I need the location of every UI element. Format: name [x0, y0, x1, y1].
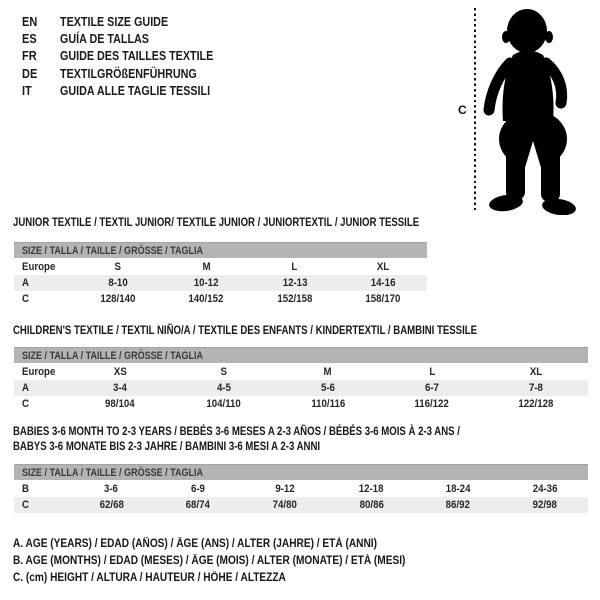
- table-row-age: [14, 380, 588, 396]
- babies-size-table: [14, 464, 588, 513]
- table-row-height: [14, 396, 588, 412]
- height-cell: 116/122: [414, 398, 450, 410]
- height-cell: 140/152: [188, 293, 224, 305]
- height-cell: 74/80: [272, 499, 297, 511]
- height-cell: 68/74: [185, 499, 211, 511]
- table-row-age-months: [14, 480, 588, 497]
- children-section-title-text: CHILDREN'S TEXTILE / TEXTIL NIÑO/A / TEXTILE DES ENFANTS / KINDERTEXTIL / BAMBINI TESSILE: [13, 323, 478, 337]
- age-cell: 18-24: [445, 482, 471, 495]
- size-cell: M: [202, 260, 211, 273]
- language-code: IT: [22, 84, 32, 99]
- age-cell: 7-8: [529, 382, 543, 394]
- size-cell: L: [291, 260, 298, 273]
- height-measure-dotted-line: [474, 8, 476, 212]
- language-label: TEXTILGRÖßENFÜHRUNG: [60, 66, 197, 81]
- size-header-text: SIZE / TALLA / TAILLE / GRÖSSE / TAGLIA: [22, 244, 204, 257]
- language-label: GUIDE DES TAILLES TEXTILE: [60, 49, 214, 64]
- height-cell: 92/98: [532, 499, 557, 511]
- language-label: GUÍA DE TALLAS: [60, 32, 149, 47]
- size-header-bar: [14, 242, 427, 258]
- footnote-a: A. AGE (YEARS) / EDAD (AÑOS) / ÂGE (ANS) / ALTER (JAHRE) / ETÀ (ANNI): [13, 538, 377, 550]
- age-cell: 8-10: [108, 277, 128, 289]
- language-label: TEXTILE SIZE GUIDE: [60, 14, 169, 29]
- size-cell: L: [429, 365, 435, 378]
- language-list: [22, 13, 238, 100]
- row-label: C: [22, 398, 29, 410]
- age-cell: 12-18: [358, 482, 384, 495]
- children-section-title: [13, 323, 477, 338]
- babies-section-title-line2: BABYS 3-6 MONATE BIS 2-3 JAHRE / BAMBINI 3-6 MESI A 2-3 ANNI: [13, 439, 321, 453]
- language-code: EN: [22, 14, 38, 29]
- age-cell: 12-13: [282, 277, 307, 289]
- babies-section-title-line1: BABIES 3-6 MONTH TO 2-3 YEARS / BEBÉS 3-6 MESES A 2-3 AÑOS / BÉBÉS 3-6 MOIS À 2-3 ANS /: [13, 424, 460, 438]
- height-cell: 86/92: [445, 499, 471, 511]
- row-label: A: [22, 277, 29, 289]
- size-header-text: SIZE / TALLA / TAILLE / GRÖSSE / TAGLIA: [22, 349, 204, 362]
- height-cell: 110/116: [311, 398, 345, 410]
- height-cell: 122/128: [518, 398, 554, 410]
- height-cell: 128/140: [100, 293, 136, 305]
- babies-section-title: [13, 424, 460, 454]
- age-cell: 9-12: [274, 482, 295, 495]
- row-label: A: [22, 382, 29, 394]
- height-cell: 98/104: [105, 398, 135, 410]
- age-cell: 6-9: [190, 482, 205, 495]
- age-cell: 3-6: [104, 482, 119, 495]
- row-label: Europe: [22, 260, 56, 273]
- size-cell: M: [323, 365, 333, 378]
- size-cell: XL: [376, 260, 390, 273]
- age-cell: 24-36: [532, 482, 558, 495]
- language-row-fr: [22, 48, 238, 65]
- size-cell: S: [114, 260, 122, 273]
- size-header-bar: [14, 464, 588, 480]
- junior-section-title-text: JUNIOR TEXTILE / TEXTIL JUNIOR/ TEXTILE JUNIOR / JUNIORTEXTIL / JUNIOR TESSILE: [13, 215, 420, 229]
- height-cell: 62/68: [99, 499, 124, 511]
- height-cell: 152/158: [277, 293, 313, 305]
- row-label: C: [22, 293, 29, 305]
- table-row-height: [14, 497, 588, 513]
- language-code: ES: [22, 32, 37, 47]
- baby-silhouette-image: [481, 9, 591, 215]
- children-size-table: [14, 347, 588, 412]
- language-row-en: [22, 13, 238, 30]
- footnote-c: C. (cm) HEIGHT / ALTURA / HAUTEUR / HÖHE / ALTEZZA: [13, 572, 286, 585]
- footnote-b: B. AGE (MONTHS) / EDAD (MESES) / ÂGE (MOIS) / ALTER (MONATE) / ETÀ (MESI): [13, 555, 406, 568]
- size-header-text: SIZE / TALLA / TAILLE / GRÖSSE / TAGLIA: [22, 466, 204, 479]
- height-measure-label: C: [458, 103, 467, 117]
- language-row-de: [22, 65, 238, 82]
- age-cell: 4-5: [217, 382, 231, 394]
- age-cell: 14-16: [370, 277, 396, 289]
- size-cell: XL: [529, 365, 543, 378]
- junior-section-title: [13, 215, 419, 230]
- height-cell: 104/110: [206, 398, 242, 410]
- row-label: B: [22, 482, 29, 495]
- table-row-europe: [14, 363, 588, 380]
- language-row-it: [22, 83, 238, 100]
- age-cell: 3-4: [113, 382, 127, 394]
- age-cell: 10-12: [193, 277, 219, 289]
- height-cell: 80/86: [359, 499, 384, 511]
- junior-size-table: [14, 242, 427, 307]
- size-cell: XS: [113, 365, 127, 378]
- footnotes: [13, 536, 459, 588]
- row-label: C: [22, 499, 29, 511]
- table-row-height: [14, 291, 427, 307]
- row-label: Europe: [22, 365, 56, 378]
- language-code: FR: [22, 49, 37, 64]
- size-cell: S: [220, 365, 228, 378]
- language-label: GUIDA ALLE TAGLIE TESSILI: [60, 84, 211, 99]
- table-row-age: [14, 275, 427, 291]
- table-row-europe: [14, 258, 427, 275]
- language-row-es: [22, 30, 238, 47]
- height-cell: 158/170: [365, 293, 401, 305]
- language-code: DE: [22, 66, 38, 81]
- age-cell: 6-7: [425, 382, 439, 394]
- age-cell: 5-6: [321, 382, 335, 394]
- size-header-bar: [14, 347, 588, 363]
